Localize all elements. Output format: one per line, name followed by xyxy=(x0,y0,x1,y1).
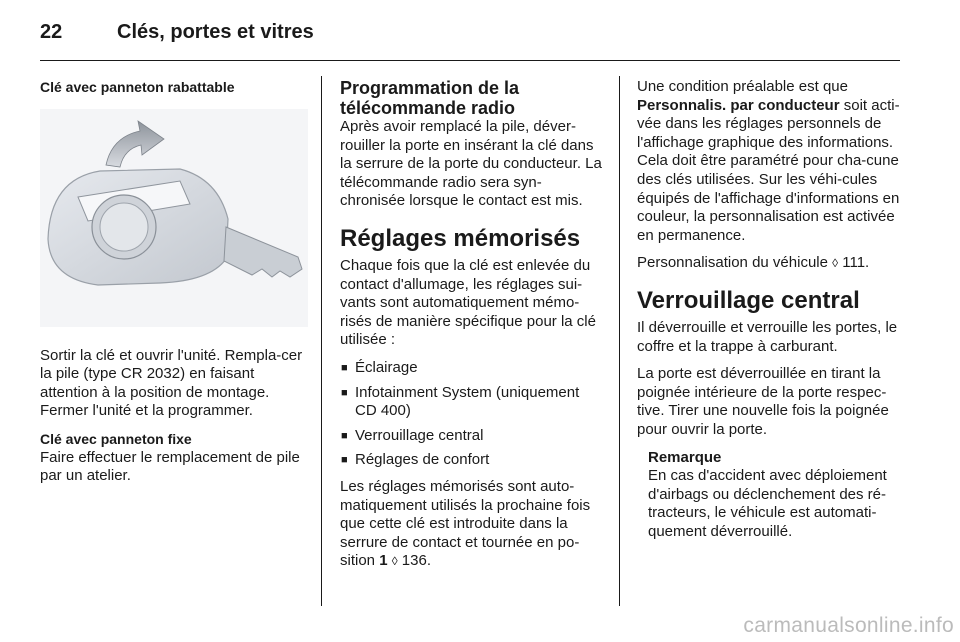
battery-instructions: Sortir la clé et ouvrir l'unité. Rempla-cer la pile (type CR 2032) en faisant attention à la position de montage. Fermer l'unité et la programmer. xyxy=(40,346,303,420)
subheading-fixed-key: Clé avec panneton fixe xyxy=(40,430,192,447)
page-reference[interactable]: 136. xyxy=(397,552,432,570)
heading-central-locking: Verrouillage central xyxy=(637,286,860,314)
list-item: ■ Infotainment System (uniquement CD 400) xyxy=(341,383,580,420)
column-divider xyxy=(321,76,322,606)
page-number: 22 xyxy=(40,21,63,43)
page-reference-icon: ◊ xyxy=(832,256,839,271)
door-unlock-text: La porte est déverrouillée en tirant la poignée intérieure de la porte respec-tive. Tirer une nouvelle fois la poignée pour ouvrir la porte. xyxy=(637,365,889,438)
page-reference-icon: ◊ xyxy=(391,554,398,569)
list-item: ■ Verrouillage central xyxy=(341,426,484,444)
personalisation-condition: Une condition préalable est que Personnalis. par conducteur soit acti-vée dans les réglages personnels de l'affichage graphique des informations. Cela doit être paramétré pour cha-cune des clés utilisées. Sur les véhi-cules équipés de l'affichage d'informations en couleur, la personnalisation est activée en permanence. xyxy=(637,78,900,244)
chapter-title: Clés, portes et vitres xyxy=(117,21,314,43)
memorised-settings-intro: Chaque fois que la clé est enlevée du contact d'allumage, les réglages sui-vants sont automatiquement mémo-risés de manière spécifique pour la clé utilisée : xyxy=(340,256,596,349)
note-text: En cas d'accident avec déploiement d'airbags ou déclenchement des ré-tracteurs, le véhicule est automati-quement déverrouillé. xyxy=(648,467,887,540)
setting-name: Personnalis. par conducteur xyxy=(637,96,840,114)
bullet-icon: ■ xyxy=(341,361,348,374)
key-battery-illustration xyxy=(40,109,308,327)
heading-remote-programming: Programmation de la télécommande radio xyxy=(340,78,520,118)
subheading-folding-key: Clé avec panneton rabattable xyxy=(40,79,235,95)
fixed-key-instructions: Faire effectuer le remplacement de pile par un atelier. xyxy=(40,448,300,485)
bullet-icon: ■ xyxy=(341,386,348,399)
note-title: Remarque xyxy=(648,448,722,466)
column-divider xyxy=(619,76,620,606)
column-right xyxy=(637,78,911,541)
bullet-icon: ■ xyxy=(341,429,348,442)
key-illustration-svg xyxy=(40,109,308,327)
ignition-position: 1 xyxy=(379,552,388,570)
column-middle xyxy=(340,78,604,580)
column-left xyxy=(40,78,308,495)
remote-programming-text: Après avoir remplacé la pile, déver-rouiller la porte en insérant la clé dans la serrure de la porte du conducteur. La télécommande radio sera syn-chronisée lorsque le contact est mis. xyxy=(340,118,602,210)
memorised-settings-list xyxy=(340,359,604,470)
memorised-settings-usage: Les réglages mémorisés sont auto-matiquement utilisés la prochaine fois que cette clé est introduite dans la serrure de contact et tournée en po-sition 1 ◊ 136. xyxy=(340,477,591,570)
note-box xyxy=(637,449,911,542)
bullet-icon: ■ xyxy=(341,454,348,467)
central-locking-text: Il déverrouille et verrouille les portes, le coffre et la trappe à carburant. xyxy=(637,318,898,355)
page-header xyxy=(40,18,900,61)
page-reference[interactable]: 111. xyxy=(838,254,870,272)
personalisation-reference: Personnalisation du véhicule ◊ 111. xyxy=(637,254,870,272)
list-item: ■ Réglages de confort xyxy=(341,451,490,469)
watermark: carmanualsonline.info xyxy=(743,614,954,637)
list-item: ■ Éclairage xyxy=(341,358,418,376)
heading-memorised-settings: Réglages mémorisés xyxy=(340,224,581,252)
